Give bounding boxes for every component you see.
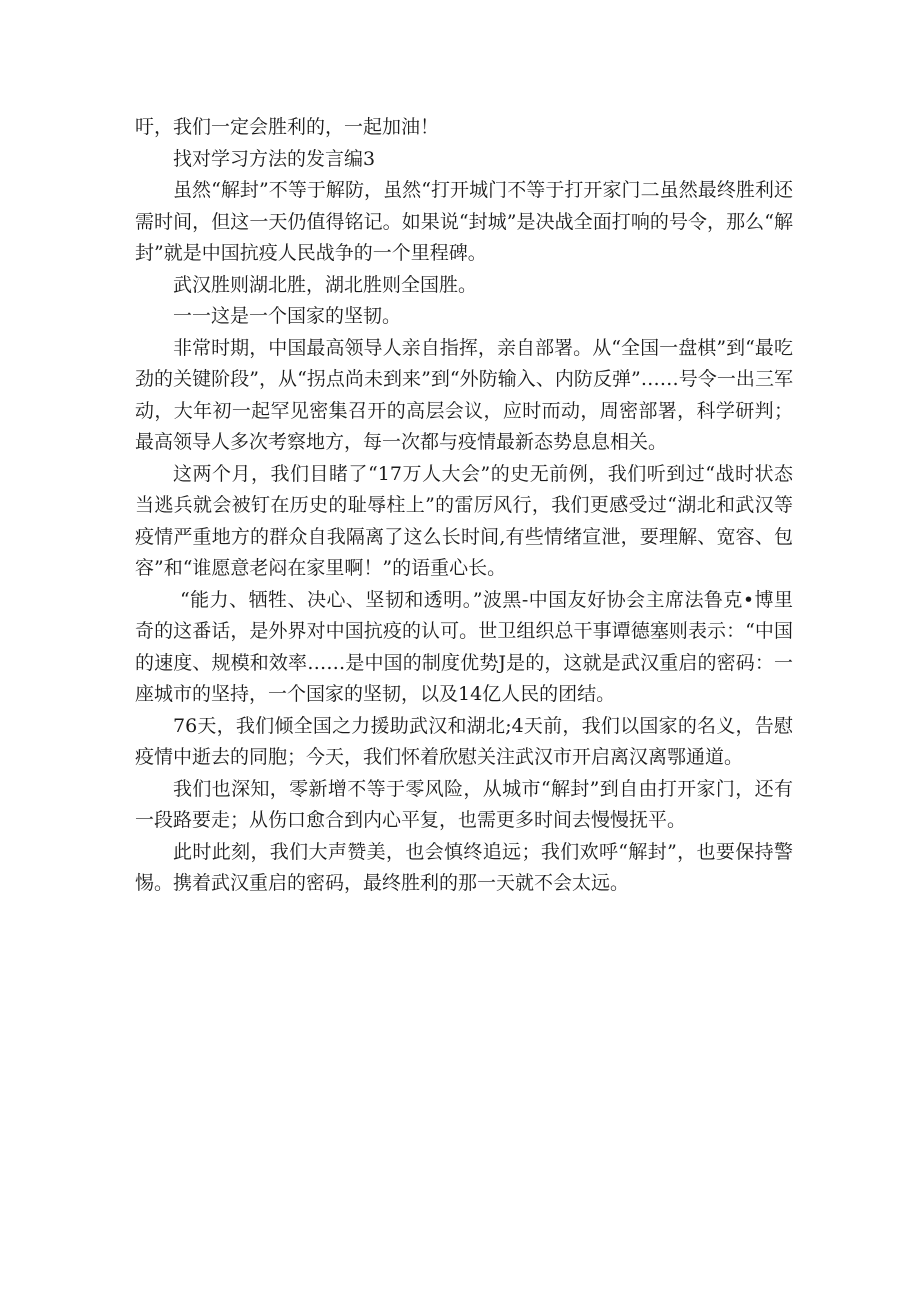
paragraph-continuation: 吁，我们一定会胜利的，一起加油！ [135,116,440,138]
document-body [135,112,793,900]
section-heading: 找对学习方法的发言编3 [173,147,376,170]
paragraph: “能力、牺牲、决心、坚韧和透明。”波黑-中国友好协会主席法鲁克•博里奇的这番话，是外界对中国抗疫的认可。世卫组织总干事谭德塞则表示：“中国的速度、规模和效率……是中国的制度优势J是的，这就是武汉重启的密码：一座城市的坚持，一个国家的坚韧，以及14亿人民的团结。 [135,588,793,705]
paragraph: 76天，我们倾全国之力援助武汉和湖北;4天前，我们以国家的名义，告慰疫情中逝去的同胞；今天，我们怀着欣慰关注武汉市开启离汉离鄂通道。 [135,714,793,768]
paragraph: 此时此刻，我们大声赞美，也会慎终追远；我们欢呼“解封”，也要保持警惕。携着武汉重启的密码，最终胜利的那一天就不会太远。 [135,840,793,894]
paragraph: 我们也深知，零新增不等于零风险，从城市“解封”到自由打开家门，还有一段路要走；从伤口愈合到内心平复，也需更多时间去慢慢抚平。 [135,777,793,831]
paragraph: 一一这是一个国家的坚韧。 [173,305,402,327]
paragraph: 虽然“解封”不等于解防，虽然“打开城门不等于打开家门二虽然最终胜利还需时间，但这一天仍值得铭记。如果说“封城”是决战全面打响的号令，那么“解封”就是中国抗疫人民战争的一个里程碑。 [135,179,793,264]
paragraph: 这两个月，我们目睹了“17万人大会”的史无前例，我们听到过“战时状态当逃兵就会被钉在历史的耻辱柱上”的雷厉风行，我们更感受过“湖北和武汉等疫情严重地方的群众自我隔离了这么长时间,有些情绪宣泄，要理解、宽容、包容”和“谁愿意老闷在家里啊！”的语重心长。 [135,462,793,579]
paragraph: 非常时期，中国最高领导人亲自指挥，亲自部署。从“全国一盘棋”到“最吃劲的关键阶段”，从“拐点尚未到来”到“外防输入、内防反弹”……号令一出三军动，大年初一起罕见密集召开的高层会议，应时而动，周密部署，科学研判；最高领导人多次考察地方，每一次都与疫情最新态势息息相关。 [135,336,793,453]
paragraph: 武汉胜则湖北胜，湖北胜则全国胜。 [173,273,478,296]
